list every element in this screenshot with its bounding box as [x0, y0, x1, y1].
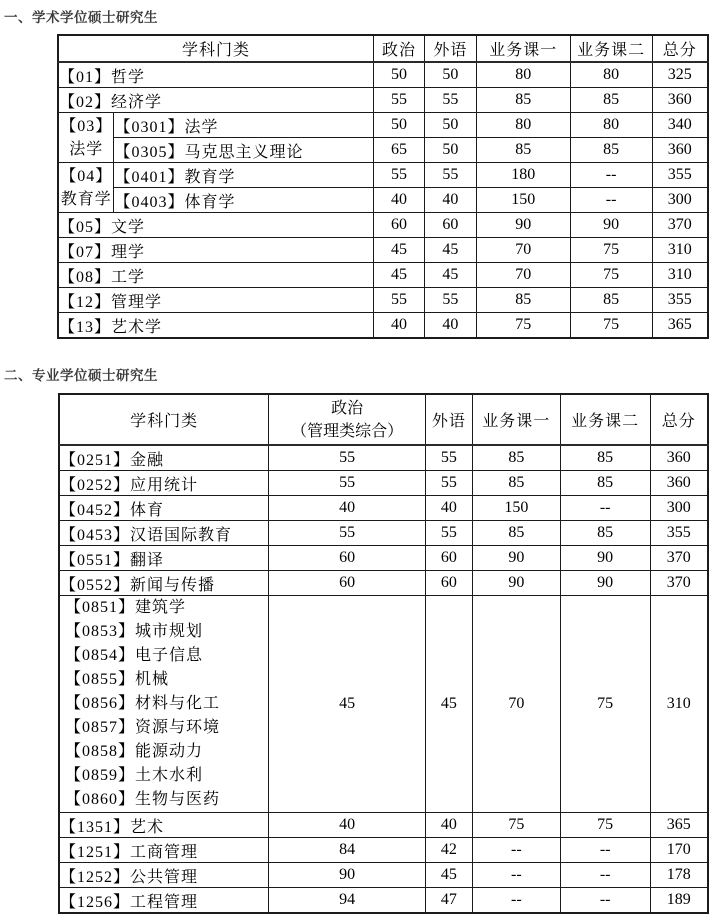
- cell-foreign: 45: [425, 596, 472, 813]
- cell-course1: 85: [476, 138, 570, 163]
- cell-category: 【0251】金融: [59, 445, 269, 471]
- cell-foreign: 50: [424, 113, 476, 138]
- group-name: 教育学: [60, 190, 112, 208]
- cell-foreign: 55: [424, 288, 476, 313]
- header-course1: 业务课一: [472, 394, 560, 445]
- cell-course2: --: [560, 496, 650, 521]
- table-row: [58, 62, 708, 88]
- cell-course1: 85: [476, 88, 570, 113]
- header-politics-line1: 政治: [331, 399, 364, 417]
- cell-course2: --: [560, 888, 650, 914]
- cell-total: 370: [650, 546, 708, 571]
- table-row: [59, 521, 708, 546]
- cell-category: 【0452】体育: [59, 496, 269, 521]
- cell-course2: 85: [560, 445, 650, 471]
- cell-politics: 45: [269, 596, 426, 813]
- cell-politics: 55: [269, 521, 426, 546]
- cell-total: 325: [652, 62, 708, 88]
- cell-course1: 85: [472, 521, 560, 546]
- cell-foreign: 50: [424, 62, 476, 88]
- cell-category: 【12】管理学: [58, 288, 374, 313]
- cell-total: 310: [652, 238, 708, 263]
- cell-politics: 60: [269, 546, 426, 571]
- cell-foreign: 60: [424, 213, 476, 238]
- group-line: 【0853】城市规划: [65, 623, 204, 640]
- cell-total: 170: [650, 838, 708, 863]
- cell-category: 【0305】马克思主义理论: [114, 138, 374, 163]
- cell-category: 【0252】应用统计: [59, 471, 269, 496]
- cell-course2: --: [560, 838, 650, 863]
- cell-total: 365: [652, 313, 708, 339]
- cell-politics: 65: [374, 138, 425, 163]
- table-row: [58, 238, 708, 263]
- cell-politics: 94: [269, 888, 426, 914]
- cell-course2: 75: [570, 238, 652, 263]
- cell-course2: 85: [560, 521, 650, 546]
- header-foreign: 外语: [424, 35, 476, 62]
- cell-foreign: 45: [424, 238, 476, 263]
- cell-politics: 50: [374, 113, 425, 138]
- cell-course1: 75: [472, 813, 560, 838]
- cell-course1: --: [472, 888, 560, 914]
- cell-foreign: 45: [424, 263, 476, 288]
- table-row: [59, 445, 708, 471]
- cell-course1: 80: [476, 62, 570, 88]
- table-row: [59, 813, 708, 838]
- cell-total: 360: [650, 471, 708, 496]
- table-row: [59, 888, 708, 914]
- cell-course2: 85: [570, 138, 652, 163]
- cell-course1: 80: [476, 113, 570, 138]
- header-course2: 业务课二: [560, 394, 650, 445]
- cell-category-group: [59, 596, 269, 813]
- cell-course2: 75: [560, 596, 650, 813]
- cell-course2: 90: [560, 571, 650, 596]
- cell-course1: 90: [472, 546, 560, 571]
- cell-course2: 85: [560, 471, 650, 496]
- cell-category: 【08】工学: [58, 263, 374, 288]
- cell-category: 【0453】汉语国际教育: [59, 521, 269, 546]
- table-row: [58, 88, 708, 113]
- cell-politics: 45: [374, 263, 425, 288]
- table-header-row: [59, 394, 708, 445]
- cell-politics: 55: [374, 88, 425, 113]
- cell-politics: 55: [374, 288, 425, 313]
- cell-foreign: 42: [425, 838, 472, 863]
- cell-total: 355: [652, 163, 708, 188]
- group-name: 法学: [69, 140, 104, 158]
- cell-course2: 90: [570, 213, 652, 238]
- cell-politics: 40: [269, 496, 426, 521]
- cell-politics: 50: [374, 62, 425, 88]
- header-course2: 业务课二: [570, 35, 652, 62]
- group-line: 【0859】土木水利: [65, 767, 204, 784]
- header-category: 学科门类: [59, 394, 269, 445]
- group-code: 【03】: [60, 117, 113, 135]
- table-row-engineering-group: [59, 596, 708, 813]
- cell-course1: 70: [476, 263, 570, 288]
- cell-category: 【07】理学: [58, 238, 374, 263]
- cell-course2: 90: [560, 546, 650, 571]
- academic-section-title: 一、学术学位硕士研究生: [4, 10, 158, 25]
- cell-category: 【0401】教育学: [114, 163, 374, 188]
- table-row: [59, 838, 708, 863]
- table-row: [58, 113, 708, 138]
- cell-politics: 55: [374, 163, 425, 188]
- table-row: [58, 288, 708, 313]
- table-row: [58, 163, 708, 188]
- cell-category: 【13】艺术学: [58, 313, 374, 339]
- cell-foreign: 55: [424, 88, 476, 113]
- cell-course1: 85: [472, 471, 560, 496]
- cell-foreign: 45: [425, 863, 472, 888]
- cell-total: 355: [652, 288, 708, 313]
- group-line: 【0851】建筑学: [65, 599, 187, 616]
- cell-category: 【02】经济学: [58, 88, 374, 113]
- cell-total: 310: [652, 263, 708, 288]
- cell-foreign: 40: [424, 188, 476, 213]
- cell-total: 360: [650, 445, 708, 471]
- cell-total: 365: [650, 813, 708, 838]
- group-code: 【04】: [60, 167, 113, 185]
- cell-course2: 85: [570, 288, 652, 313]
- cell-course2: 75: [570, 313, 652, 339]
- cell-course1: --: [472, 863, 560, 888]
- cell-course2: 80: [570, 62, 652, 88]
- cell-category: 【1351】艺术: [59, 813, 269, 838]
- cell-course1: 90: [476, 213, 570, 238]
- cell-politics: 40: [374, 313, 425, 339]
- cell-total: 360: [652, 138, 708, 163]
- cell-foreign: 40: [425, 813, 472, 838]
- cell-foreign: 47: [425, 888, 472, 914]
- cell-course2: --: [560, 863, 650, 888]
- cell-course1: 150: [476, 188, 570, 213]
- header-total: 总分: [652, 35, 708, 62]
- cell-foreign: 55: [425, 445, 472, 471]
- table-row: [59, 496, 708, 521]
- header-category: 学科门类: [58, 35, 374, 62]
- cell-total: 370: [650, 571, 708, 596]
- cell-foreign: 40: [424, 313, 476, 339]
- cell-total: 189: [650, 888, 708, 914]
- cell-politics: 55: [269, 471, 426, 496]
- cell-politics: 45: [374, 238, 425, 263]
- table-row: [59, 546, 708, 571]
- table-row: [58, 188, 708, 213]
- cell-course1: 85: [476, 288, 570, 313]
- cell-category: 【0552】新闻与传播: [59, 571, 269, 596]
- cell-category: 【0301】法学: [114, 113, 374, 138]
- cell-foreign: 55: [425, 521, 472, 546]
- cell-category: 【1256】工程管理: [59, 888, 269, 914]
- cell-course1: 90: [472, 571, 560, 596]
- cell-course2: --: [570, 188, 652, 213]
- table-row: [59, 571, 708, 596]
- cell-foreign: 60: [425, 571, 472, 596]
- cell-politics: 40: [269, 813, 426, 838]
- group-line: 【0857】资源与环境: [65, 719, 221, 736]
- cell-course1: 85: [472, 445, 560, 471]
- table-row: [58, 313, 708, 339]
- cell-total: 370: [652, 213, 708, 238]
- cell-category: 【0403】体育学: [114, 188, 374, 213]
- group-line: 【0854】电子信息: [65, 647, 204, 664]
- header-politics-line2: （管理类综合）: [291, 422, 404, 440]
- cell-foreign: 60: [425, 546, 472, 571]
- cell-politics: 60: [374, 213, 425, 238]
- table-row: [58, 213, 708, 238]
- professional-section-title: 二、专业学位硕士研究生: [4, 368, 158, 383]
- cell-course2: 85: [570, 88, 652, 113]
- cell-category: 【05】文学: [58, 213, 374, 238]
- cell-total: 310: [650, 596, 708, 813]
- cell-total: 300: [652, 188, 708, 213]
- table-row: [58, 263, 708, 288]
- cell-politics: 60: [269, 571, 426, 596]
- cell-foreign: 50: [424, 138, 476, 163]
- cell-total: 300: [650, 496, 708, 521]
- header-politics-management: [269, 394, 426, 445]
- cell-foreign: 55: [424, 163, 476, 188]
- cell-category: 【01】哲学: [58, 62, 374, 88]
- cell-foreign: 40: [425, 496, 472, 521]
- cell-foreign: 55: [425, 471, 472, 496]
- cell-group-law: [58, 113, 114, 163]
- cell-course1: 180: [476, 163, 570, 188]
- cell-group-education: [58, 163, 114, 213]
- cell-course2: --: [570, 163, 652, 188]
- header-course1: 业务课一: [476, 35, 570, 62]
- academic-score-table: [57, 34, 709, 339]
- professional-score-table: [58, 393, 709, 914]
- cell-politics: 40: [374, 188, 425, 213]
- cell-politics: 90: [269, 863, 426, 888]
- cell-politics: 84: [269, 838, 426, 863]
- cell-total: 178: [650, 863, 708, 888]
- group-line: 【0858】能源动力: [65, 743, 204, 760]
- cell-course1: 75: [476, 313, 570, 339]
- group-line: 【0855】机械: [65, 671, 170, 688]
- header-total: 总分: [650, 394, 708, 445]
- group-line: 【0856】材料与化工: [65, 695, 221, 712]
- cell-course1: 150: [472, 496, 560, 521]
- cell-politics: 55: [269, 445, 426, 471]
- cell-category: 【0551】翻译: [59, 546, 269, 571]
- table-header-row: [58, 35, 708, 62]
- cell-course2: 75: [570, 263, 652, 288]
- group-line: 【0860】生物与医药: [65, 791, 221, 808]
- header-foreign: 外语: [425, 394, 472, 445]
- cell-total: 360: [652, 88, 708, 113]
- cell-course1: --: [472, 838, 560, 863]
- header-politics: 政治: [374, 35, 425, 62]
- cell-course2: 80: [570, 113, 652, 138]
- cell-category: 【1251】工商管理: [59, 838, 269, 863]
- cell-total: 355: [650, 521, 708, 546]
- cell-course1: 70: [476, 238, 570, 263]
- cell-total: 340: [652, 113, 708, 138]
- table-row: [59, 471, 708, 496]
- cell-course1: 70: [472, 596, 560, 813]
- table-row: [58, 138, 708, 163]
- cell-category: 【1252】公共管理: [59, 863, 269, 888]
- cell-course2: 75: [560, 813, 650, 838]
- page: [0, 6, 709, 911]
